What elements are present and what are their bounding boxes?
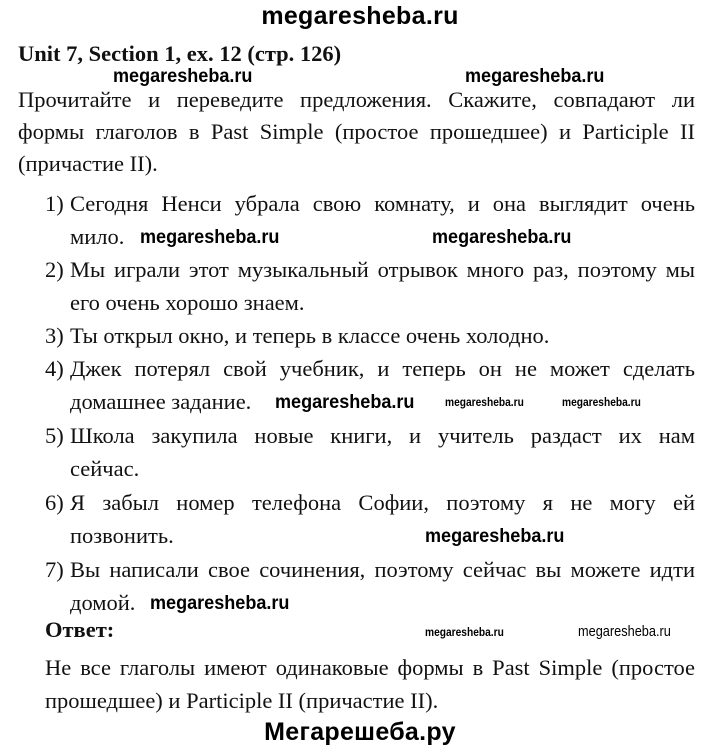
item-text: сейчас. <box>70 456 140 481</box>
watermark: megaresheba.ru <box>432 227 572 248</box>
instruction-line: формы глаголов в Past Simple (простое прошедшее) и Participle II <box>18 119 695 144</box>
answer-label: Ответ: <box>45 617 115 642</box>
watermark-header: megaresheba.ru <box>261 2 459 30</box>
item-number: 5) <box>45 423 64 448</box>
watermark: megaresheba.ru <box>425 526 565 547</box>
item-text: позвонить. <box>70 523 174 548</box>
watermark: megaresheba.ru <box>445 395 524 409</box>
watermark: megaresheba.ru <box>425 625 504 639</box>
instruction-line: (причастие II). <box>18 151 158 176</box>
item-number: 4) <box>45 356 64 381</box>
item-text: Ты открыл окно, и теперь в классе очень холодно. <box>70 323 550 348</box>
watermark: megaresheba.ru <box>465 66 605 87</box>
watermark: megaresheba.ru <box>275 392 415 413</box>
item-number: 7) <box>45 557 64 582</box>
watermark: megaresheba.ru <box>150 593 290 614</box>
item-text: домашнее задание. <box>70 389 252 414</box>
watermark: megaresheba.ru <box>578 623 671 640</box>
instruction-line: Прочитайте и переведите предложения. Скажите, совпадают ли <box>18 87 695 112</box>
item-text: мило. <box>70 224 125 249</box>
answer-text: прошедшее) и Participle II (причастие II). <box>45 688 439 713</box>
item-text: Сегодня Ненси убрала свою комнату, и она выглядит очень <box>70 191 695 216</box>
item-text: Джек потерял свой учебник, и теперь он не может сделать <box>70 356 695 381</box>
item-number: 1) <box>45 191 64 216</box>
item-number: 6) <box>45 490 64 515</box>
item-text: Школа закупила новые книги, и учитель раздаст их нам <box>70 423 695 448</box>
item-text: Я забыл номер телефона Софии, поэтому я не могу ей <box>70 490 695 515</box>
answer-text: Не все глаголы имеют одинаковые формы в Past Simple (простое <box>45 655 695 680</box>
watermark-footer: Мегарешеба.ру <box>264 718 456 746</box>
item-number: 2) <box>45 257 64 282</box>
watermark: megaresheba.ru <box>562 395 641 409</box>
item-number: 3) <box>45 323 64 348</box>
item-text: его очень хорошо знаем. <box>70 290 305 315</box>
exercise-title: Unit 7, Section 1, ex. 12 (стр. 126) <box>18 41 342 66</box>
item-text: домой. <box>70 590 136 615</box>
watermark: megaresheba.ru <box>113 66 253 87</box>
item-text: Вы написали свое сочинения, поэтому сейчас вы можете идти <box>70 557 695 582</box>
watermark: megaresheba.ru <box>140 227 280 248</box>
item-text: Мы играли этот музыкальный отрывок много раз, поэтому мы <box>70 257 695 282</box>
